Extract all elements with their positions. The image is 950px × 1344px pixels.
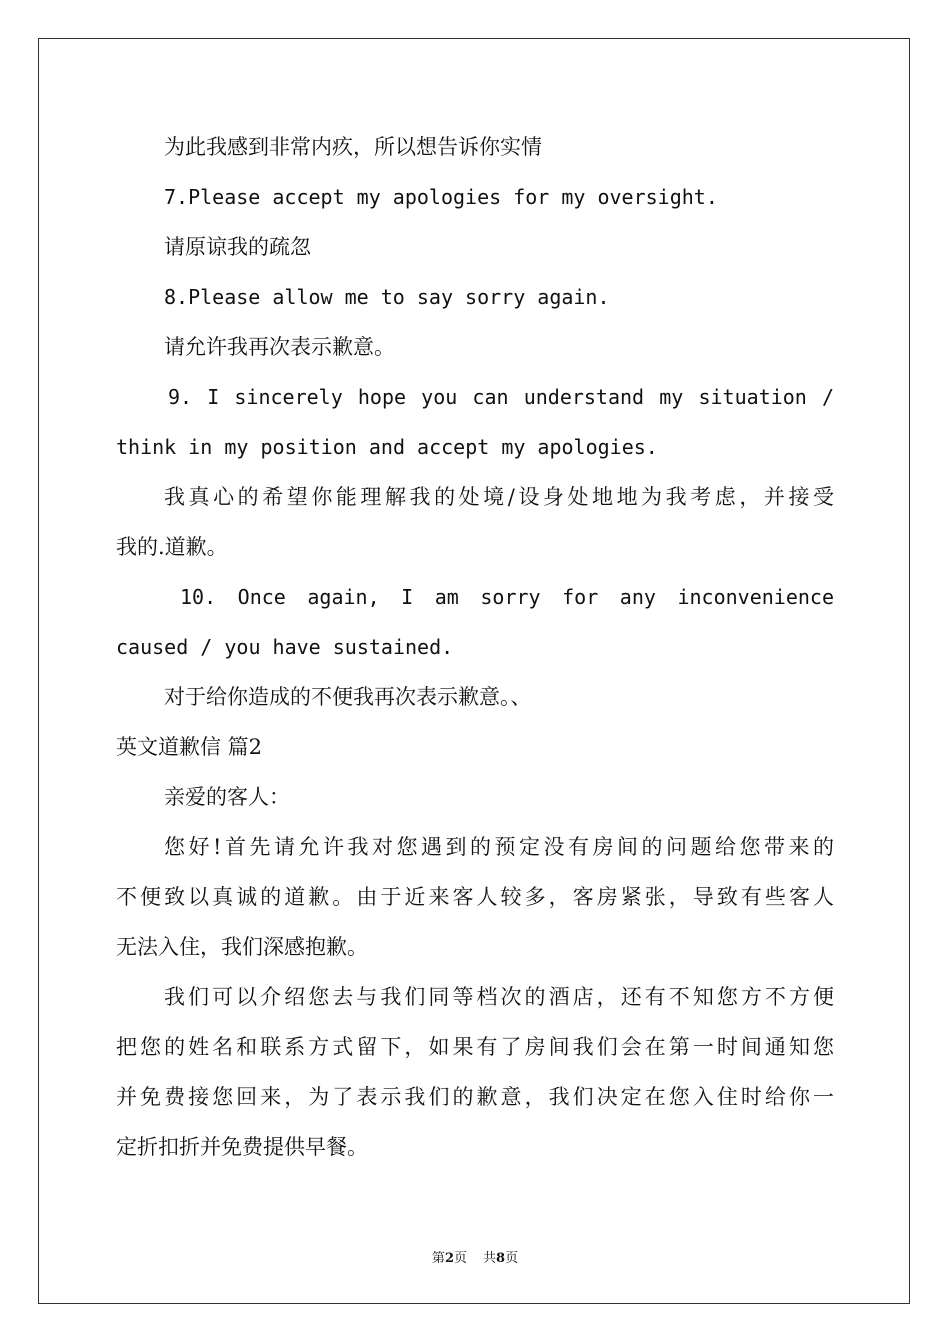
paragraph-line: 我们可以介绍您去与我们同等档次的酒店，还有不知您方不方便 xyxy=(164,985,834,1009)
paragraph-line: 把您的姓名和联系方式留下，如果有了房间我们会在第一时间通知您 xyxy=(116,1035,834,1059)
paragraph-line: 10. Once again, I am sorry for any inconvenience xyxy=(180,585,834,609)
paragraph-line: 为此我感到非常内疚，所以想告诉你实情 xyxy=(164,135,542,159)
paragraph-line: 9. I sincerely hope you can understand my situation / xyxy=(168,385,834,409)
total-suffix: 页 xyxy=(505,1251,519,1266)
paragraph-line: 请原谅我的疏忽 xyxy=(164,235,311,259)
page-footer xyxy=(0,1247,950,1266)
paragraph-line: 无法入住，我们深感抱歉。 xyxy=(116,935,368,959)
total-prefix: 共 xyxy=(483,1251,497,1266)
page-number: 2 xyxy=(444,1251,454,1266)
section-heading: 英文道歉信 篇2 xyxy=(116,735,263,759)
paragraph-line: 定折扣折并免费提供早餐。 xyxy=(116,1135,368,1159)
paragraph-line: 不便致以真诚的道歉。由于近来客人较多，客房紧张，导致有些客人 xyxy=(116,885,834,909)
paragraph-line: caused / you have sustained. xyxy=(116,635,454,659)
paragraph-line: 7.Please accept my apologies for my oversight. xyxy=(164,185,718,209)
paragraph-line: 8.Please allow me to say sorry again. xyxy=(164,285,610,309)
paragraph-line: 对于给你造成的不便我再次表示歉意。、 xyxy=(164,685,532,709)
paragraph-line: 我真心的希望你能理解我的处境/设身处地地为我考虑，并接受 xyxy=(164,485,834,509)
page-prefix: 第 xyxy=(431,1251,445,1266)
paragraph-line: 我的.道歉。 xyxy=(116,535,228,559)
paragraph-line: 您好!首先请允许我对您遇到的预定没有房间的问题给您带来的 xyxy=(164,835,834,859)
paragraph-line: 请允许我再次表示歉意。 xyxy=(164,335,395,359)
greeting: 亲爱的客人： xyxy=(164,785,290,809)
document-body xyxy=(116,122,834,1172)
paragraph-line: think in my position and accept my apologies. xyxy=(116,435,658,459)
total-pages: 8 xyxy=(496,1251,506,1266)
page-suffix: 页 xyxy=(453,1251,467,1266)
paragraph-line: 并免费接您回来，为了表示我们的歉意，我们决定在您入住时给你一 xyxy=(116,1085,834,1109)
